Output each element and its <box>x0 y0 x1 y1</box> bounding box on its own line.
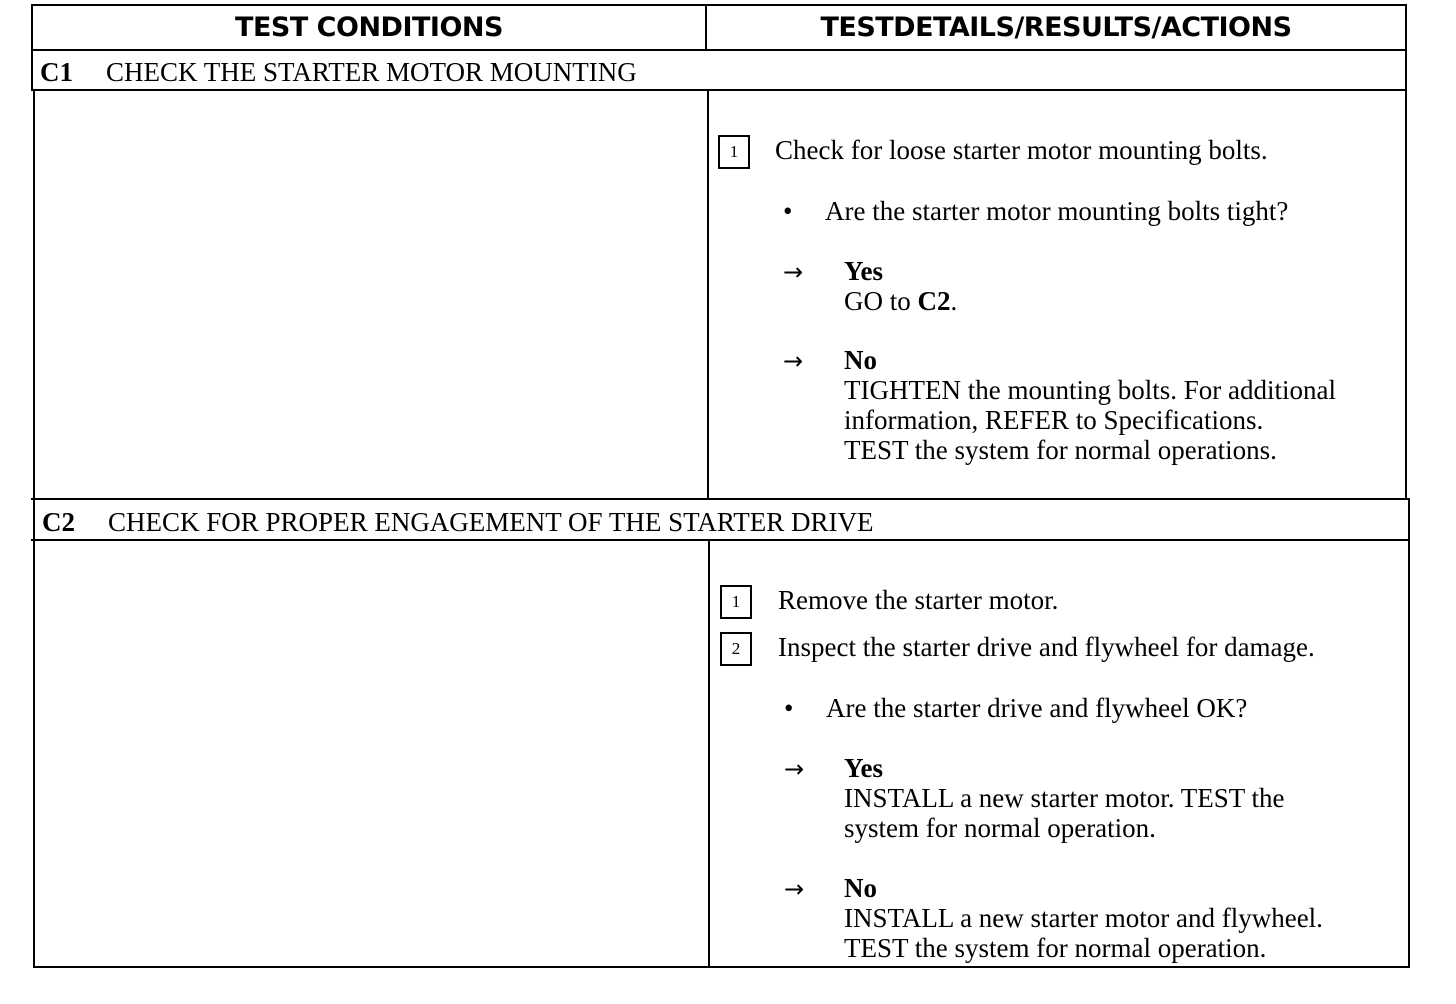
yes-answer <box>844 753 1285 843</box>
goto-step-ref: C2 <box>917 286 951 316</box>
no-action-line: TEST the system for normal operation. <box>844 933 1267 963</box>
section-code: C2 <box>42 507 75 537</box>
arrow-right-icon: → <box>784 875 805 903</box>
step-text: Inspect the starter drive and flywheel for damage. <box>778 632 1315 662</box>
section-title-text: CHECK THE STARTER MOTOR MOUNTING <box>106 57 637 87</box>
table-right-border <box>1408 498 1410 968</box>
header-test-details: TESTDETAILS/RESULTS/ACTIONS <box>820 12 1292 43</box>
header-test-conditions: TEST CONDITIONS <box>235 12 503 43</box>
step-text: Remove the starter motor. <box>778 585 1059 615</box>
section-title-c1 <box>40 53 637 91</box>
no-action-line: TIGHTEN the mounting bolts. For additional <box>844 375 1336 405</box>
no-action-line: information, REFER to Specifications. <box>844 405 1264 435</box>
no-answer <box>844 345 1336 465</box>
no-label: No <box>844 873 877 903</box>
bullet-icon: • <box>783 196 793 226</box>
yes-action-line: GO to C2. <box>844 286 958 316</box>
no-answer <box>844 873 1323 963</box>
section-title-text: CHECK FOR PROPER ENGAGEMENT OF THE STARTER DRIVE <box>108 507 874 537</box>
step-number-box: 2 <box>720 632 752 666</box>
question-text: Are the starter drive and flywheel OK? <box>826 693 1248 723</box>
yes-answer <box>844 256 957 316</box>
no-label: No <box>844 345 877 375</box>
section-code: C1 <box>40 57 73 87</box>
table-right-border <box>1405 4 1407 500</box>
no-action-line: INSTALL a new starter motor and flywheel. <box>844 903 1323 933</box>
step-number-box: 1 <box>720 585 752 619</box>
bullet-icon: • <box>784 693 794 723</box>
column-divider <box>708 539 710 968</box>
yes-label: Yes <box>844 753 883 783</box>
arrow-right-icon: → <box>783 258 804 286</box>
step-number-box: 1 <box>718 135 750 169</box>
arrow-right-icon: → <box>784 755 805 783</box>
arrow-right-icon: → <box>783 347 804 375</box>
yes-action-line: system for normal operation. <box>844 813 1156 843</box>
yes-label: Yes <box>844 256 883 286</box>
question-text: Are the starter motor mounting bolts tight? <box>825 196 1289 226</box>
no-action-line: TEST the system for normal operations. <box>844 435 1277 465</box>
column-divider <box>707 89 709 500</box>
table-bottom-border <box>33 966 1410 968</box>
section-title-c2 <box>42 503 874 541</box>
c1-bottom-border <box>31 498 1408 500</box>
yes-action-line: INSTALL a new starter motor. TEST the <box>844 783 1285 813</box>
table-left-border <box>33 89 35 968</box>
step-text: Check for loose starter motor mounting bolts. <box>775 135 1268 165</box>
